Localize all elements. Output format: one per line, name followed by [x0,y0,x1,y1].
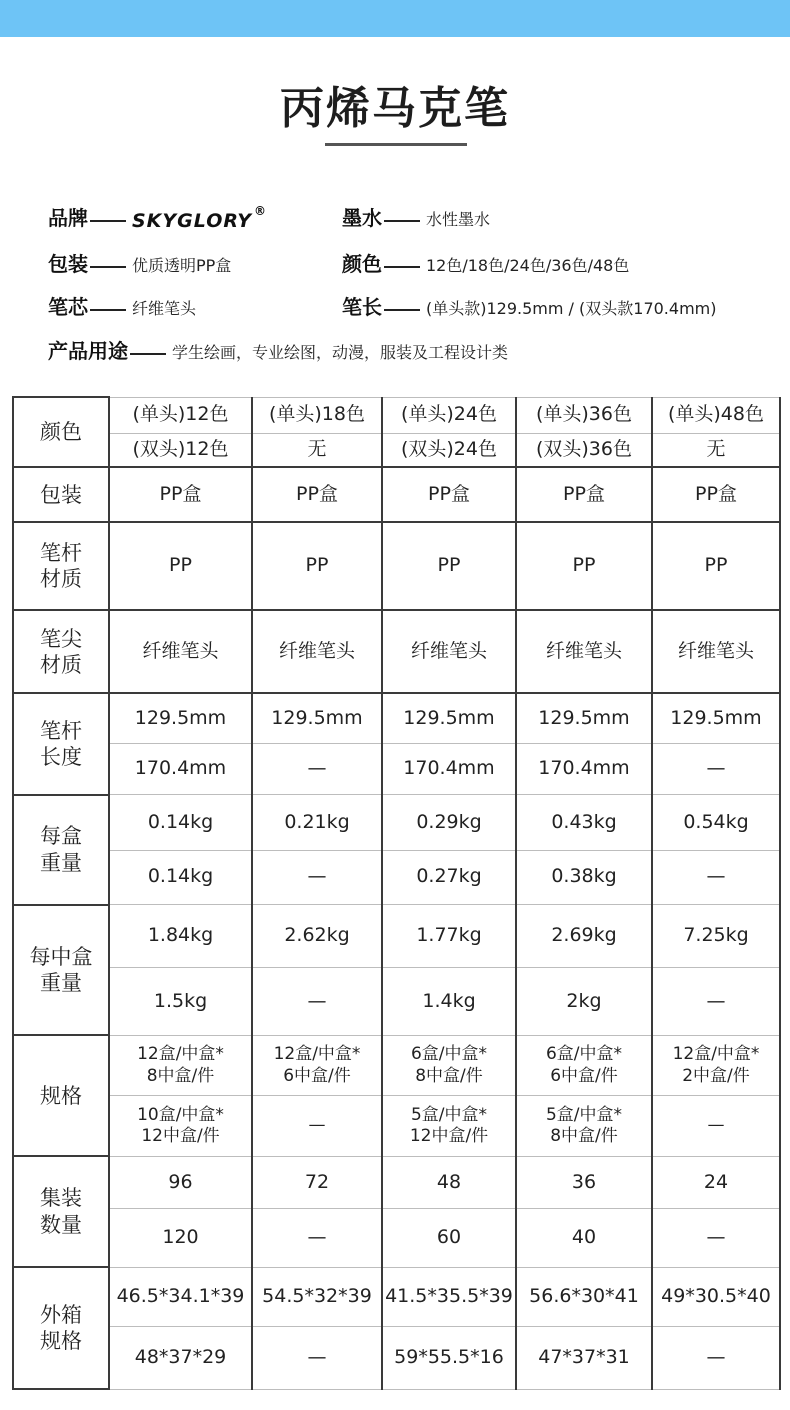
spec-key: 品牌 [48,206,88,230]
table-cell: 46.5*34.1*39 [109,1267,252,1326]
row-label: 每中盒 重量 [13,905,109,1036]
table-cell: 1.5kg [109,968,252,1035]
table-row [13,1326,780,1389]
table-cell: 49*30.5*40 [652,1267,780,1326]
table-cell: PP盒 [516,467,652,521]
dash [90,309,126,311]
table-row [13,522,780,611]
spec-usage [48,335,508,364]
spec-value: 优质透明PP盒 [132,256,232,275]
table-cell: 72 [252,1156,382,1208]
table-cell: — [252,850,382,904]
row-label: 集装 数量 [13,1156,109,1267]
table-row [13,610,780,693]
table-cell: PP [382,522,516,611]
spec-ink [342,202,490,231]
table-cell: 129.5mm [652,693,780,743]
table-cell: 170.4mm [516,743,652,794]
table-cell: 60 [382,1209,516,1267]
table-cell: — [652,1326,780,1389]
table-cell: 96 [109,1156,252,1208]
table-cell: PP盒 [382,467,516,521]
table-row [13,1035,780,1095]
row-label: 笔尖 材质 [13,610,109,693]
table-cell: 5盒/中盒* 8中盒/件 [516,1096,652,1156]
spec-value: 水性墨水 [426,210,491,229]
table-cell: 无 [252,433,382,467]
table-row [13,693,780,743]
dash [384,309,420,311]
spec-length [342,291,717,320]
registered-mark: ® [254,203,267,218]
table-row [13,1209,780,1267]
spec-value: 学生绘画，专业绘图，动漫，服装及工程设计类 [172,343,509,362]
table-row [13,433,780,467]
table-cell: PP盒 [109,467,252,521]
table-cell: 36 [516,1156,652,1208]
table-cell: 纤维笔头 [652,610,780,693]
table-cell: 12盒/中盒* 2中盒/件 [652,1035,780,1095]
table-cell: 无 [652,433,780,467]
dash [384,266,420,268]
table-cell: 170.4mm [382,743,516,794]
table-cell: PP [252,522,382,611]
table-cell: 1.84kg [109,905,252,968]
table-cell: 6盒/中盒* 6中盒/件 [516,1035,652,1095]
spec-table [12,396,779,1390]
table-cell: PP [652,522,780,611]
table-cell: 24 [652,1156,780,1208]
table-cell: 5盒/中盒* 12中盒/件 [382,1096,516,1156]
table-cell: PP盒 [652,467,780,521]
table-row [13,467,780,521]
table-cell: — [252,968,382,1035]
table-cell: 纤维笔头 [252,610,382,693]
spec-key: 颜色 [342,252,382,276]
table-cell: — [252,743,382,794]
top-banner-bar [0,0,790,37]
spec-value: 12色/18色/24色/36色/48色 [426,256,630,275]
title-underline [325,143,467,146]
table-cell: 170.4mm [109,743,252,794]
table-cell: — [652,968,780,1035]
table-cell: 48 [382,1156,516,1208]
table-cell: 1.4kg [382,968,516,1035]
table-cell: (双头)24色 [382,433,516,467]
page-title: 丙烯马克笔 [280,83,510,134]
spec-key: 笔芯 [48,295,88,319]
row-label: 笔杆 长度 [13,693,109,795]
row-label: 笔杆 材质 [13,522,109,611]
table-cell: 2.69kg [516,905,652,968]
brand-logo-text: SKYGLORY [132,209,252,232]
table-cell: 10盒/中盒* 12中盒/件 [109,1096,252,1156]
table-cell: (单头)24色 [382,397,516,433]
row-label: 颜色 [13,397,109,467]
spec-brand [48,202,267,232]
table-cell: 6盒/中盒* 8中盒/件 [382,1035,516,1095]
brand-logo [132,203,267,232]
table-cell: 2.62kg [252,905,382,968]
row-label: 包装 [13,467,109,521]
table-cell: — [652,850,780,904]
table-cell: (双头)12色 [109,433,252,467]
table-cell: 129.5mm [252,693,382,743]
row-label: 外箱 规格 [13,1267,109,1389]
dash [130,353,166,355]
table-cell: (单头)18色 [252,397,382,433]
table-cell: 40 [516,1209,652,1267]
table-cell: 47*37*31 [516,1326,652,1389]
spec-color [342,248,629,277]
table-cell: (双头)36色 [516,433,652,467]
table-row [13,1267,780,1326]
table-cell: 纤维笔头 [382,610,516,693]
spec-key: 产品用途 [48,339,128,363]
table-cell: 129.5mm [109,693,252,743]
table-cell: 0.27kg [382,850,516,904]
table-cell: 纤维笔头 [516,610,652,693]
table-cell: 56.6*30*41 [516,1267,652,1326]
table-cell: — [652,1209,780,1267]
dash [90,220,126,222]
table-cell: 54.5*32*39 [252,1267,382,1326]
dash [384,220,420,222]
table-row [13,968,780,1035]
table-cell: 129.5mm [516,693,652,743]
spec-value: 纤维笔头 [132,299,197,318]
table-cell: 59*55.5*16 [382,1326,516,1389]
table-cell: 0.21kg [252,795,382,850]
table-cell: 41.5*35.5*39 [382,1267,516,1326]
table-cell: — [252,1096,382,1156]
table-row [13,850,780,904]
table-cell: PP [516,522,652,611]
table-cell: 48*37*29 [109,1326,252,1389]
table-cell: 129.5mm [382,693,516,743]
row-label: 每盒 重量 [13,795,109,905]
table-cell: — [652,743,780,794]
spec-refill [48,291,196,320]
table-cell: 0.43kg [516,795,652,850]
table-cell: 0.29kg [382,795,516,850]
spec-key: 包装 [48,252,88,276]
table-cell: PP盒 [252,467,382,521]
table-cell: 7.25kg [652,905,780,968]
table-row [13,905,780,968]
table-cell: 0.14kg [109,850,252,904]
table-cell: — [652,1096,780,1156]
table-row [13,743,780,794]
table-cell: 1.77kg [382,905,516,968]
table-cell: 0.54kg [652,795,780,850]
table-cell: 2kg [516,968,652,1035]
table-row [13,795,780,850]
table-cell: 12盒/中盒* 6中盒/件 [252,1035,382,1095]
table-cell: PP [109,522,252,611]
spec-package [48,248,231,277]
spec-value: (单头款)129.5mm / (双头款170.4mm) [426,299,717,318]
table-row [13,1096,780,1156]
table-cell: 0.14kg [109,795,252,850]
row-label: 规格 [13,1035,109,1156]
table-cell: (单头)48色 [652,397,780,433]
table-cell: 120 [109,1209,252,1267]
table-cell: (单头)36色 [516,397,652,433]
table-row [13,1156,780,1208]
dash [90,266,126,268]
table-cell: (单头)12色 [109,397,252,433]
spec-key: 笔长 [342,295,382,319]
table-cell: 纤维笔头 [109,610,252,693]
table-cell: 12盒/中盒* 8中盒/件 [109,1035,252,1095]
table-cell: — [252,1326,382,1389]
table-row [13,397,780,433]
spec-key: 墨水 [342,206,382,230]
table-cell: — [252,1209,382,1267]
table-cell: 0.38kg [516,850,652,904]
